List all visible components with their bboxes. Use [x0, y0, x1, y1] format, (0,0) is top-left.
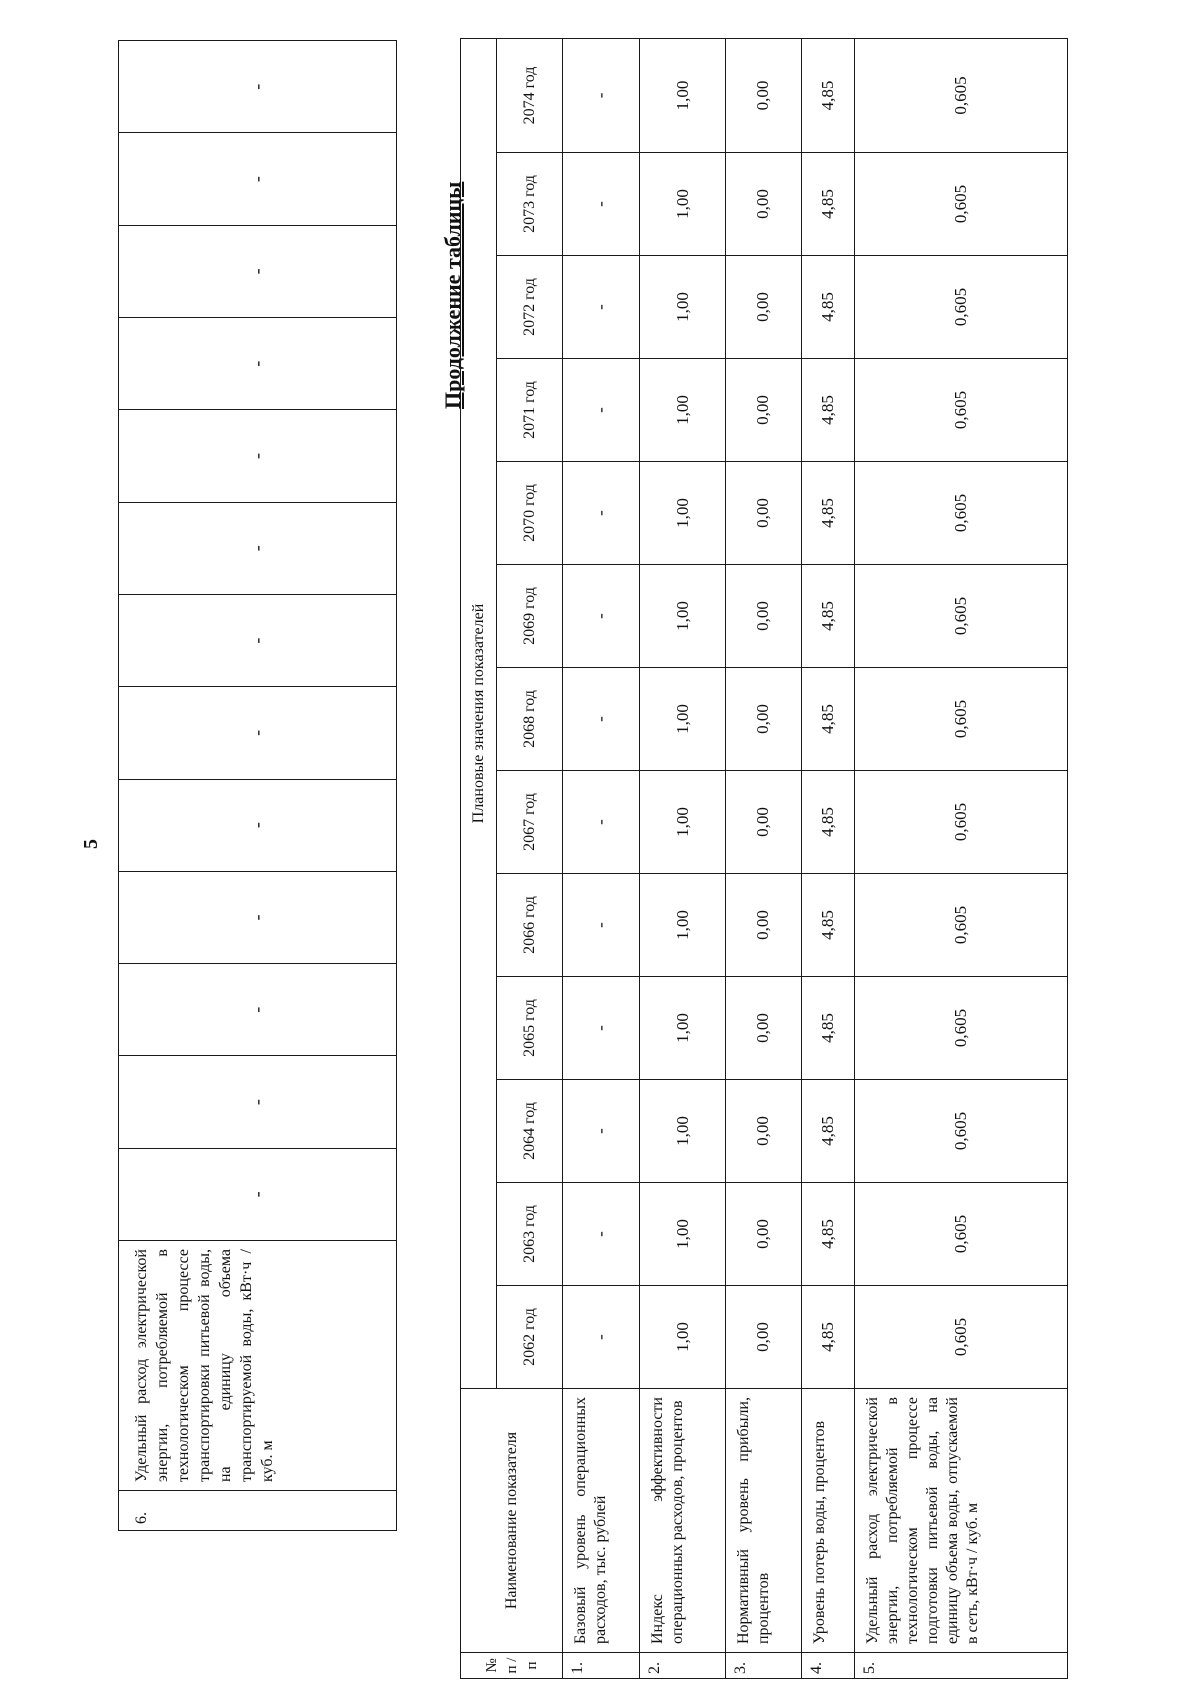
table-cell: 1,00	[640, 668, 726, 771]
table-cell: 0,605	[855, 1183, 1068, 1286]
table-cell: -	[119, 1148, 397, 1240]
table-cell: 1,00	[640, 38, 726, 152]
header-name: Наименование показателя	[461, 1389, 563, 1653]
table-row	[801, 38, 855, 1678]
table-cell: 0,605	[855, 1080, 1068, 1183]
table-cell: 1,00	[640, 256, 726, 359]
year-header: 2073 год	[497, 153, 563, 256]
table-cell: -	[119, 502, 397, 594]
table-cell: 1,00	[640, 565, 726, 668]
year-header: 2064 год	[497, 1080, 563, 1183]
table-cell: 0,00	[726, 38, 801, 152]
top-fragment-table	[118, 40, 397, 1531]
year-header: 2068 год	[497, 668, 563, 771]
year-header: 2065 год	[497, 977, 563, 1080]
table-row	[640, 38, 726, 1678]
table-cell: 0,00	[726, 256, 801, 359]
table-cell: 0,00	[726, 977, 801, 1080]
table-cell: -	[563, 462, 640, 565]
table-cell: 0,00	[726, 1183, 801, 1286]
indicator-name: Уровень потерь воды, процентов	[801, 1389, 855, 1653]
table-cell: 4,85	[801, 38, 855, 152]
table-cell: 4,85	[801, 1286, 855, 1389]
indicators-table	[460, 38, 1068, 1679]
table-cell: -	[563, 38, 640, 152]
table-cell: 1,00	[640, 1080, 726, 1183]
table-cell: 4,85	[801, 359, 855, 462]
table-cell: -	[563, 771, 640, 874]
table-cell: 0,605	[855, 256, 1068, 359]
year-header: 2074 год	[497, 38, 563, 152]
table-cell: -	[563, 977, 640, 1080]
table-cell: 1,00	[640, 359, 726, 462]
year-header: 2062 год	[497, 1286, 563, 1389]
table-cell: 0,605	[855, 668, 1068, 771]
table-cell: 0,605	[855, 359, 1068, 462]
table-cell: -	[563, 1183, 640, 1286]
header-group: Плановые значения показателей	[461, 38, 497, 1388]
table-cell: 4,85	[801, 1080, 855, 1183]
table-cell: 0,00	[726, 359, 801, 462]
table-cell: -	[119, 225, 397, 317]
table-cell: -	[119, 871, 397, 963]
row-number: 1.	[563, 1653, 640, 1679]
table-cell: -	[119, 594, 397, 686]
table-cell: -	[119, 1056, 397, 1148]
table-cell: -	[119, 318, 397, 410]
table-cell: 0,605	[855, 1286, 1068, 1389]
table-cell: 0,00	[726, 668, 801, 771]
table-cell: 4,85	[801, 668, 855, 771]
table-cell: 1,00	[640, 1183, 726, 1286]
table-cell: 4,85	[801, 1183, 855, 1286]
table-cell: 4,85	[801, 153, 855, 256]
table-cell: 4,85	[801, 874, 855, 977]
row-number: 6.	[119, 1491, 397, 1531]
table-cell: 1,00	[640, 462, 726, 565]
table-cell: 1,00	[640, 1286, 726, 1389]
table-cell: -	[563, 153, 640, 256]
table-cell: -	[563, 668, 640, 771]
table-cell: 0,00	[726, 771, 801, 874]
table-cell: 0,00	[726, 1286, 801, 1389]
table-cell: -	[119, 964, 397, 1056]
table-cell: -	[119, 687, 397, 779]
table-cell: 1,00	[640, 771, 726, 874]
table-cell: 0,605	[855, 462, 1068, 565]
row-number: 3.	[726, 1653, 801, 1679]
indicator-name: Удельный расход электрической энергии, потребляемой в технологическом процессе транспортировки питьевой воды, на единицу объема транспортируемой воды, кВт·ч / куб. м	[119, 1241, 397, 1491]
header-row	[461, 38, 497, 1678]
table-cell: -	[563, 565, 640, 668]
table-cell: -	[563, 1080, 640, 1183]
year-header: 2066 год	[497, 874, 563, 977]
year-header: 2067 год	[497, 771, 563, 874]
page-number: 5	[80, 839, 102, 849]
table-cell: -	[563, 256, 640, 359]
year-header: 2070 год	[497, 462, 563, 565]
row-number: 2.	[640, 1653, 726, 1679]
table-cell: -	[563, 359, 640, 462]
table-cell: 1,00	[640, 977, 726, 1080]
table-row	[119, 41, 397, 1531]
table-cell: 1,00	[640, 874, 726, 977]
indicator-name: Удельный расход электрической энергии, потребляемой в технологическом процессе подготовки питьевой воды, на единицу объема воды, отпускаемой в сеть, кВт·ч / куб. м	[855, 1389, 1068, 1653]
table-cell: 0,605	[855, 977, 1068, 1080]
table-cell: 0,605	[855, 38, 1068, 152]
year-header: 2072 год	[497, 256, 563, 359]
year-header: 2069 год	[497, 565, 563, 668]
table-cell: 0,00	[726, 874, 801, 977]
table-cell: 4,85	[801, 771, 855, 874]
row-number: 5.	[855, 1653, 1068, 1679]
table-cell: 4,85	[801, 977, 855, 1080]
table-cell: -	[563, 1286, 640, 1389]
table-row	[563, 38, 640, 1678]
table-cell: 0,605	[855, 771, 1068, 874]
table-cell: 4,85	[801, 256, 855, 359]
table-cell: -	[563, 874, 640, 977]
table-cell: -	[119, 133, 397, 225]
table-cell: -	[119, 779, 397, 871]
table-cell: 0,00	[726, 1080, 801, 1183]
table-cell: 0,605	[855, 874, 1068, 977]
table-cell: 0,00	[726, 462, 801, 565]
table-cell: 1,00	[640, 153, 726, 256]
indicator-name: Индекс эффективности операционных расходов, процентов	[640, 1389, 726, 1653]
header-num: № п / п	[461, 1653, 563, 1679]
table-cell: -	[119, 410, 397, 502]
continuation-label: Продолжение таблицы	[440, 181, 465, 409]
table-cell: 4,85	[801, 565, 855, 668]
year-header: 2063 год	[497, 1183, 563, 1286]
table-cell: -	[119, 41, 397, 133]
row-number: 4.	[801, 1653, 855, 1679]
table-cell: 4,85	[801, 462, 855, 565]
year-header: 2071 год	[497, 359, 563, 462]
table-cell: 0,00	[726, 153, 801, 256]
table-cell: 0,605	[855, 565, 1068, 668]
table-row	[726, 38, 801, 1678]
table-cell: 0,605	[855, 153, 1068, 256]
indicator-name: Нормативный уровень прибыли, процентов	[726, 1389, 801, 1653]
table-cell: 0,00	[726, 565, 801, 668]
table-row	[855, 38, 1068, 1678]
indicator-name: Базовый уровень операционных расходов, тыс. рублей	[563, 1389, 640, 1653]
